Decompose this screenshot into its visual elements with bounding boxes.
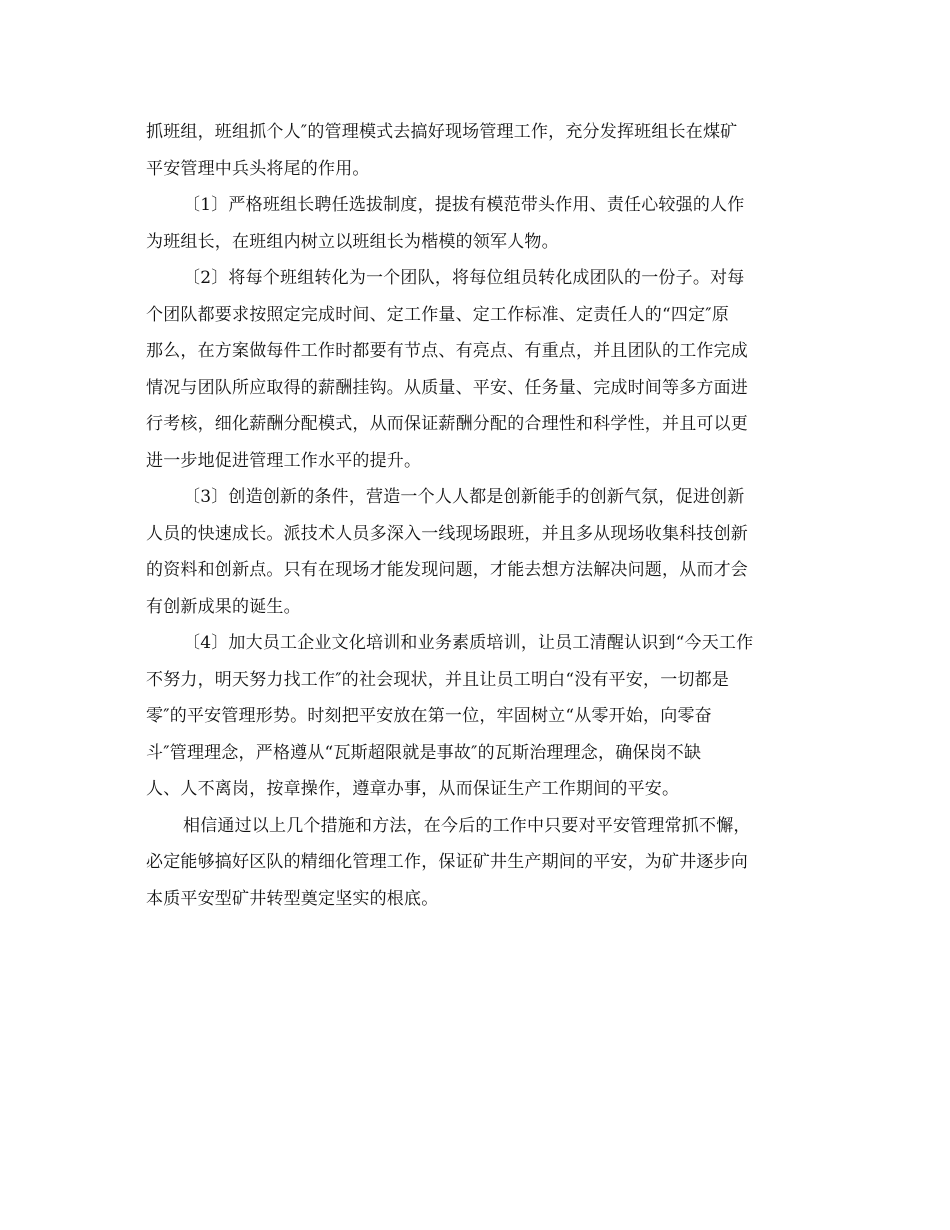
text-line: 零″的平安管理形势。时刻把平安放在第一位，牢固树立“从零开始，向零奋	[146, 706, 712, 726]
document-body	[146, 114, 806, 917]
text-line: 的资料和创新点。只有在现场才能发现问题，才能去想方法解决问题，从而才会	[146, 560, 748, 580]
paragraph-item-4	[146, 625, 806, 808]
text-line: 斗″管理理念，严格遵从“瓦斯超限就是事故″的瓦斯治理理念，确保岗不缺	[146, 742, 702, 763]
text-line: 情况与团队所应取得的薪酬挂钩。从质量、平安、任务量、完成时间等多方面进	[146, 377, 748, 398]
text-line-first: 〔3〕创造创新的条件，营造一个人人都是创新能手的创新气氛，促进创新	[183, 487, 745, 507]
text-line-first: 〔1〕严格班组长聘任选拔制度，提拔有模范带头作用、责任心较强的人作	[183, 195, 745, 215]
text-line: 平安管理中兵头将尾的作用。	[146, 158, 370, 179]
text-line-first: 相信通过以上几个措施和方法，在今后的工作中只要对平安管理常抓不懈，	[183, 815, 751, 836]
text-line: 为班组长，在班组内树立以班组长为楷模的领军人物。	[146, 231, 559, 252]
paragraph-item-3	[146, 479, 806, 625]
text-line: 个团队都要求按照定完成时间、定工作量、定工作标准、定责任人的“四定″原	[146, 304, 730, 325]
text-line: 人员的快速成长。派技术人员多深入一线现场跟班，并且多从现场收集科技创新	[146, 523, 748, 544]
text-line: 进一步地促进管理工作水平的提升。	[146, 450, 422, 471]
paragraph-conclusion	[146, 808, 806, 918]
text-line: 那么，在方案做每件工作时都要有节点、有亮点、有重点，并且团队的工作完成	[146, 341, 748, 361]
text-line-first: 〔2〕将每个班组转化为一个团队，将每位组员转化成团队的一份子。对每	[183, 268, 745, 288]
paragraph-item-1	[146, 187, 806, 260]
paragraph-continuation	[146, 114, 806, 187]
text-line: 有创新成果的诞生。	[146, 596, 301, 617]
text-line: 必定能够搞好区队的精细化管理工作，保证矿井生产期间的平安，为矿井逐步向	[146, 852, 748, 872]
text-line: 不努力，明天努力找工作″的社会现状，并且让员工明白“没有平安，一切都是	[146, 669, 730, 690]
text-line: 人、人不离岗，按章操作，遵章办事，从而保证生产工作期间的平安。	[146, 779, 680, 799]
text-line-first: 〔4〕加大员工企业文化培训和业务素质培训，让员工清醒认识到“今天工作	[183, 633, 754, 653]
text-line: 抓班组，班组抓个人″的管理模式去搞好现场管理工作，充分发挥班组长在煤矿	[146, 122, 738, 142]
paragraph-item-2	[146, 260, 806, 479]
text-line: 本质平安型矿井转型奠定坚实的根底。	[146, 888, 439, 909]
text-line: 行考核，细化薪酬分配模式，从而保证薪酬分配的合理性和科学性，并且可以更	[146, 414, 748, 434]
